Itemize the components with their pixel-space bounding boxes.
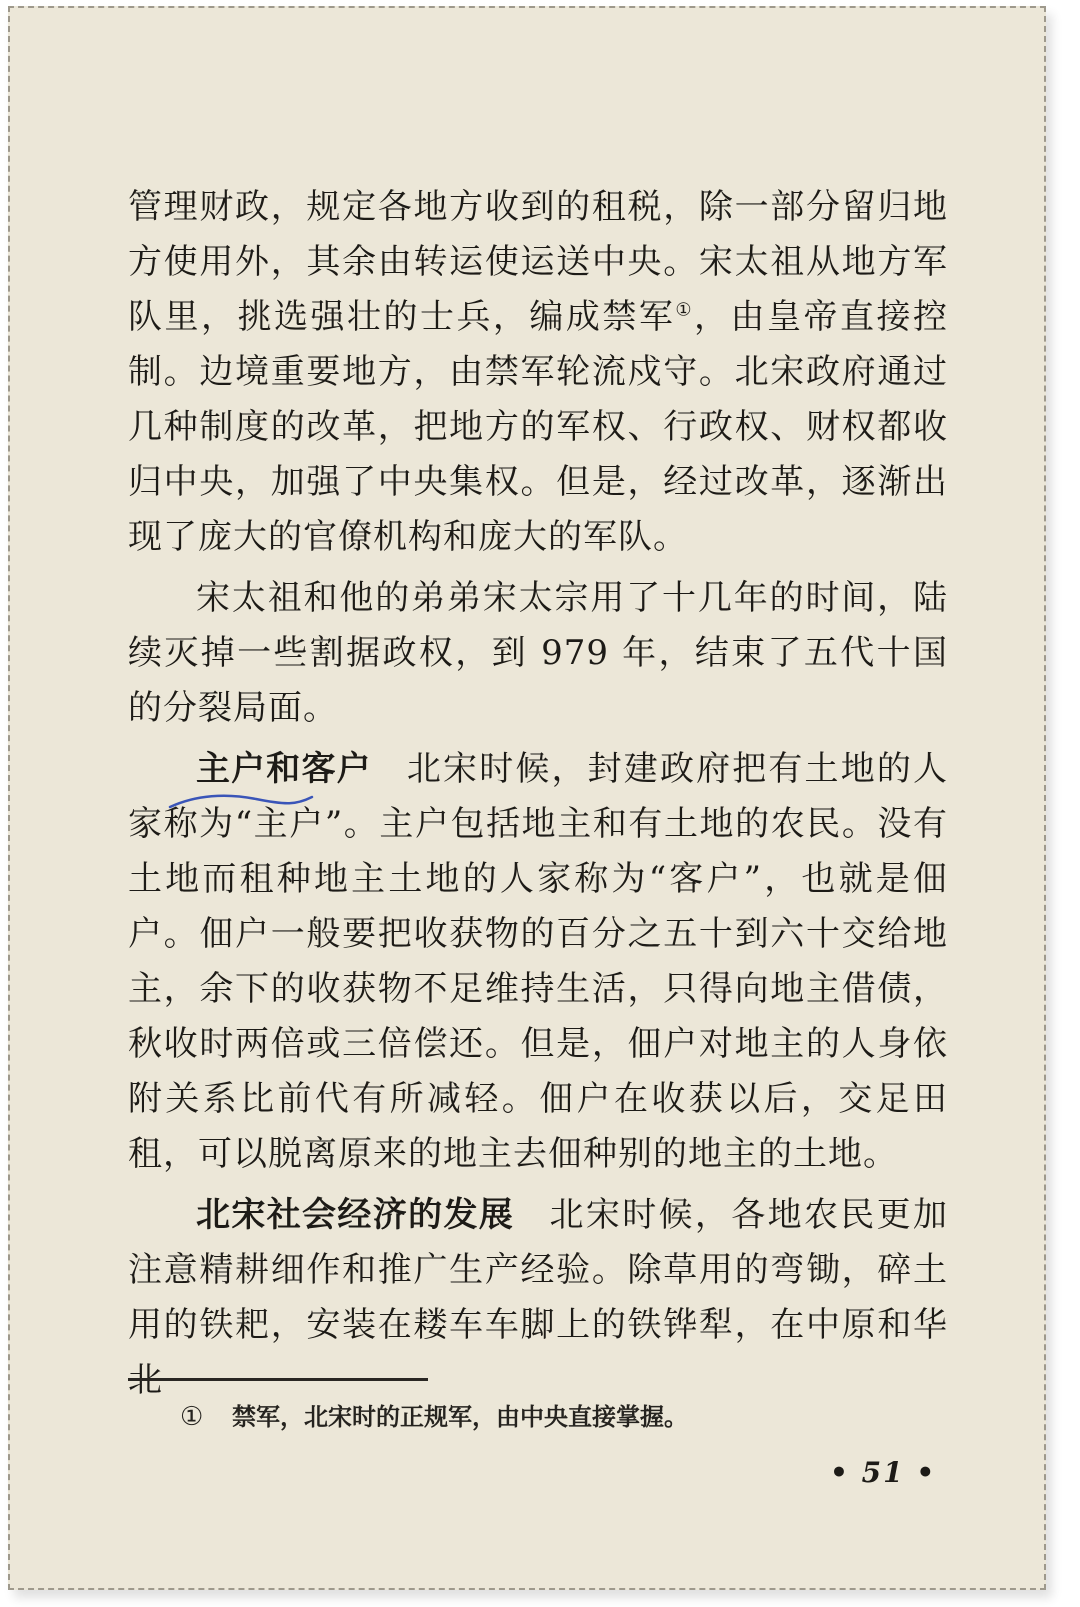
footnote [180, 1400, 688, 1434]
paragraph-2-text: 宋太祖和他的弟弟宋太宗用了十几年的时间，陆续灭掉一些割据政权，到 979 年，结束了五代十国的分裂局面。 [128, 578, 948, 728]
paragraph-1-text: 管理财政，规定各地方收到的租税，除一部分留归地方使用外，其余由转运使运送中央。宋太祖从地方军队里，挑选强壮的士兵，编成禁军 [128, 187, 948, 337]
page-number: • 51 • [830, 1456, 937, 1489]
footnote-divider [128, 1378, 428, 1381]
section-heading-zhuhu-kehu: 主户和客户 [196, 749, 372, 789]
paragraph-1 [128, 180, 948, 565]
section-heading-economy: 北宋社会经济的发展 [196, 1195, 515, 1235]
paragraph-4-text: 北宋时候，各地农民更加注意精耕细作和推广生产经验。除草用的弯锄，碎土用的铁耙，安装在耧车车脚上的铁铧犁，在中原和华北 [128, 1195, 949, 1400]
footnote-marker: ① [180, 1402, 204, 1432]
footnote-text: 禁军，北宋时的正规军，由中央直接掌握。 [232, 1403, 688, 1431]
paragraph-4 [128, 1188, 948, 1408]
footnote-reference: ① [675, 299, 695, 321]
paragraph-2 [128, 571, 948, 736]
paragraph-3-text: 北宋时候，封建政府把有土地的人家称为“主户”。主户包括地主和有土地的农民。没有土地而租种地主土地的人家称为“客户”，也就是佃户。佃户一般要把收获物的百分之五十到六十交给地主，余下的收获物不足维持生活，只得向地主借债，秋收时两倍或三倍偿还。但是，佃户对地主的人身依附关系比前代有所减轻。佃户在收获以后，交足田租，可以脱离原来的地主去佃种别的地主的土地。 [128, 749, 948, 1174]
paragraph-3 [128, 742, 948, 1182]
section-heading-wrapper [196, 749, 372, 789]
body-text [128, 180, 948, 1408]
paragraph-1-text-cont: ，由皇帝直接控制。边境重要地方，由禁军轮流戍守。北宋政府通过几种制度的改革，把地方的军权、行政权、财权都收归中央，加强了中央集权。但是，经过改革，逐渐出现了庞大的官僚机构和庞大的军队。 [128, 297, 949, 557]
